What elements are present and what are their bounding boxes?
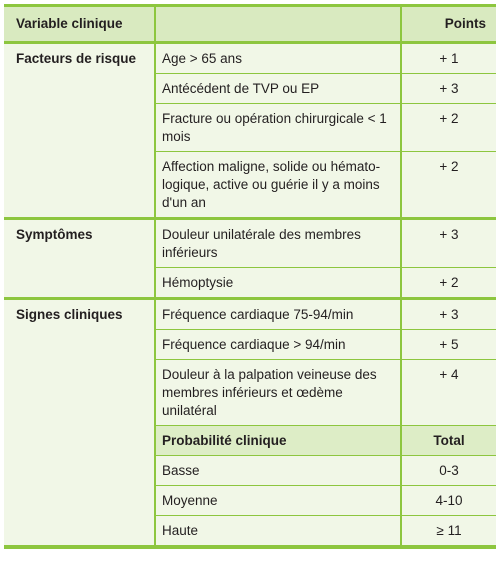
probability-header-label: Probabilité clinique [154,426,402,456]
table-row [4,300,496,330]
probability-total: 0-3 [402,456,496,486]
header-variable: Variable clinique [4,7,154,44]
row-points: + 3 [402,74,496,104]
section-label-symptoms: Symptômes [4,220,154,300]
probability-header-total: Total [402,426,496,456]
table-header-row [4,7,496,44]
row-points: + 2 [402,152,496,220]
table-row [4,44,496,74]
row-points: + 2 [402,268,496,300]
row-label: Fréquence cardiaque > 94/min [154,330,402,360]
header-points: Points [402,7,496,44]
row-label: Antécédent de TVP ou EP [154,74,402,104]
probability-total: 4-10 [402,486,496,516]
probability-total: ≥ 11 [402,516,496,545]
score-table-container [4,4,496,549]
row-label: Fracture ou opération chirurgicale < 1 mois [154,104,402,152]
probability-label: Basse [154,456,402,486]
probability-label: Haute [154,516,402,545]
row-points: + 3 [402,300,496,330]
row-label: Douleur à la palpation veineuse des membres inférieurs et œdème unilatéral [154,360,402,426]
row-points: + 3 [402,220,496,268]
probability-label: Moyenne [154,486,402,516]
section-label-clinical-signs: Signes cliniques [4,300,154,545]
row-points: + 4 [402,360,496,426]
row-label: Affection maligne, solide ou hémato-logique, active ou guérie il y a moins d'un an [154,152,402,220]
clinical-score-table [4,7,496,545]
row-label: Douleur unilatérale des membres inférieurs [154,220,402,268]
row-label: Hémoptysie [154,268,402,300]
row-label: Fréquence cardiaque 75-94/min [154,300,402,330]
section-label-risk-factors: Facteurs de risque [4,44,154,220]
table-row [4,220,496,268]
row-points: + 2 [402,104,496,152]
row-points: + 5 [402,330,496,360]
row-points: + 1 [402,44,496,74]
row-label: Age > 65 ans [154,44,402,74]
header-blank [154,7,402,44]
bottom-rule [4,545,496,549]
